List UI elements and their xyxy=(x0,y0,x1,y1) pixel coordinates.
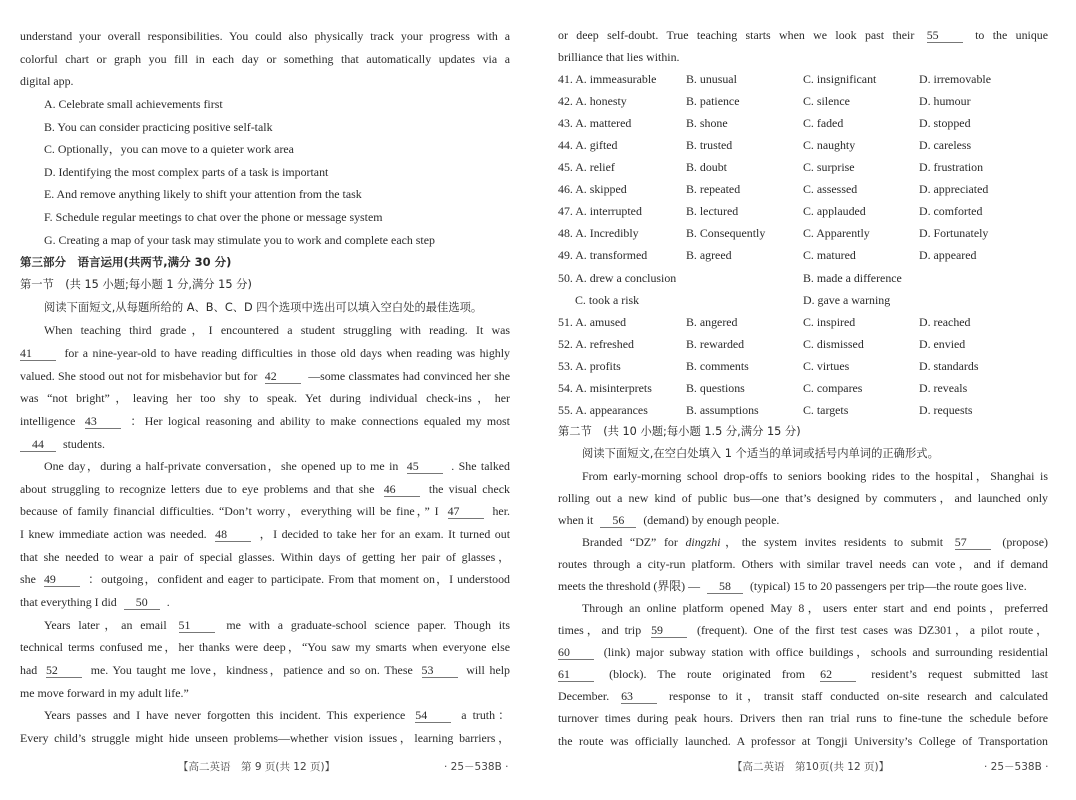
question-options-row xyxy=(558,311,1048,333)
text-segment: meets the threshold (界限) — xyxy=(558,579,700,594)
option-d: D. stopped xyxy=(919,116,971,131)
text-line xyxy=(558,487,1048,509)
text-segment: she xyxy=(20,572,36,587)
question-options-row xyxy=(558,68,1048,90)
text-segment: about struggling to recognize letters due to eye problems and that she xyxy=(20,481,375,496)
text-segment: routes through a city-run platform. Others with similar travel needs can vote，and if demand xyxy=(558,557,1048,572)
answer-blank-47: 47 xyxy=(448,505,484,519)
answer-blank-53: 53 xyxy=(422,664,458,678)
option-item: F. Schedule regular meetings to chat over the phone or message system xyxy=(44,210,383,225)
text-segment: rolling out a new kind of public bus—one that’s designed by commuters，and launched only xyxy=(558,490,1048,505)
answer-blank-61: 61 xyxy=(558,668,594,682)
option-a xyxy=(558,156,686,178)
text-segment: . xyxy=(166,595,170,610)
option-c: C. compares xyxy=(803,380,863,395)
text-line xyxy=(558,730,1048,752)
text-line xyxy=(558,531,1048,553)
text-segment: students. xyxy=(62,436,105,451)
option-text: A. interrupted xyxy=(575,204,642,219)
question-options-row xyxy=(558,244,1048,266)
text-line xyxy=(20,365,510,388)
answer-blank-54: 54 xyxy=(415,709,451,723)
text-segment: digital app. xyxy=(20,74,74,89)
question-number: 46. xyxy=(558,182,573,197)
option-text: A. drew a conclusion xyxy=(575,270,677,285)
answer-blank-55: 55 xyxy=(927,29,963,43)
question-number: 51. xyxy=(558,314,573,329)
text-segment: brilliance that lies within. xyxy=(558,50,680,65)
option-item: B. You can consider practicing positive self-talk xyxy=(44,119,273,134)
question-number: 53. xyxy=(558,358,573,373)
option-text: A. skipped xyxy=(575,182,627,197)
text-line xyxy=(20,25,510,48)
answer-blank-46: 46 xyxy=(384,483,420,497)
text-line xyxy=(20,48,510,71)
option-item: D. Identifying the most complex parts of a task is important xyxy=(44,164,329,179)
text-segment: —some classmates had convinced her she xyxy=(308,368,510,383)
question-number: 45. xyxy=(558,160,573,175)
option-a xyxy=(558,200,686,222)
text-segment: intelligence xyxy=(20,413,76,428)
option-d: D. appeared xyxy=(919,248,977,263)
text-line xyxy=(20,614,510,637)
text-segment: (link) major subway station with office buildings，schools and surrounding residential xyxy=(603,645,1048,660)
question-options-row xyxy=(558,156,1048,178)
answer-blank-45: 45 xyxy=(407,460,443,474)
text-line xyxy=(20,342,510,365)
question-number: 47. xyxy=(558,204,573,219)
right-page-code: · 25－538B · xyxy=(984,761,1049,773)
text-line xyxy=(20,70,510,93)
text-segment: (demand) by enough people. xyxy=(643,513,780,528)
option-d: D. comforted xyxy=(919,204,983,219)
text-line xyxy=(558,46,1048,68)
option-a xyxy=(558,244,686,266)
text-segment: understand your overall responsibilities. You could also physically track your progress with a xyxy=(20,29,510,43)
text-segment: (propose) xyxy=(1002,535,1048,550)
text-line xyxy=(20,659,510,682)
question-number: 54. xyxy=(558,380,573,395)
text-segment: her. xyxy=(492,504,510,519)
option-text: A. honesty xyxy=(575,94,627,109)
option-c: C. matured xyxy=(803,248,856,263)
option-a xyxy=(558,333,686,355)
question-options-row xyxy=(558,333,1048,355)
question-number: 43. xyxy=(558,116,573,131)
text-line xyxy=(20,387,510,410)
answer-blank-51: 51 xyxy=(179,619,215,633)
option-d: D. requests xyxy=(919,402,973,417)
option-b: B. patience xyxy=(686,94,740,109)
option-b: B. agreed xyxy=(686,248,732,263)
text-segment: I knew immediate action was needed. xyxy=(20,527,207,542)
answer-blank-48: 48 xyxy=(215,528,251,542)
text-segment: ，the system invites residents to submit xyxy=(720,535,944,550)
text-segment: was “not bright”，leaving her too shy to speak. Yet during individual check-ins，her xyxy=(20,391,510,406)
option-c: C. virtues xyxy=(803,358,850,373)
text-segment: Branded “DZ” for xyxy=(582,535,678,550)
italic-term: dingzhi xyxy=(685,535,721,550)
text-line xyxy=(20,682,510,705)
text-segment: had xyxy=(20,662,38,677)
option-c: C. surprise xyxy=(803,160,855,175)
left-page-footer: 【高二英语 第 9 页(共 12 页)】 xyxy=(178,761,336,773)
text-line xyxy=(20,500,510,523)
text-segment: Every child’s struggle might hide unseen problems—whether vision issues，learning barriers， xyxy=(20,730,510,745)
text-segment: valued. She stood out not for misbehavior but for xyxy=(20,368,258,383)
option-b: B. trusted xyxy=(686,138,733,153)
option-a xyxy=(558,399,686,421)
text-line xyxy=(20,704,510,727)
text-segment: turnover times during peak hours. Drivers then ran trial runs to fine-tune the schedule before xyxy=(558,711,1048,726)
option-text: A. amused xyxy=(575,314,627,329)
option-b: B. made a difference xyxy=(803,270,902,285)
text-segment: or deep self-doubt. True teaching starts when we look past their xyxy=(558,28,915,42)
answer-blank-44: 44 xyxy=(20,438,56,452)
question-options-row xyxy=(558,377,1048,399)
text-line xyxy=(20,455,510,478)
option-a xyxy=(558,134,686,156)
answer-blank-52: 52 xyxy=(46,664,82,678)
text-segment: that she needed to wear a pair of special glasses. Within days of getting her pair of glasses， xyxy=(20,549,510,564)
option-item: A. Celebrate small achievements first xyxy=(44,96,223,111)
option-d: D. reached xyxy=(919,314,971,329)
answer-blank-49: 49 xyxy=(44,573,80,587)
option-a xyxy=(558,355,686,377)
option-text: A. refreshed xyxy=(575,336,634,351)
text-segment: a truth： xyxy=(461,708,510,723)
text-segment: Years later，an email xyxy=(44,617,167,632)
left-page-code: · 25－538B · xyxy=(444,761,509,773)
text-segment: the route was officially launched. A professor at Tongji University’s College of Transportation xyxy=(558,733,1048,748)
text-line xyxy=(20,568,510,591)
option-text: A. misinterprets xyxy=(575,380,652,395)
option-item: E. And remove anything likely to shift your attention from the task xyxy=(44,187,362,202)
text-segment: ，I decided to take her for an exam. It turned out xyxy=(259,527,510,542)
text-segment: will help xyxy=(466,662,510,677)
question-number: 41. xyxy=(558,72,573,87)
section-heading: 第一节 (共 15 小题;每小题 1 分,满分 15 分) xyxy=(20,278,252,292)
option-d: D. careless xyxy=(919,138,972,153)
option-d: D. Fortunately xyxy=(919,226,989,241)
option-text: A. appearances xyxy=(575,402,648,417)
question-options-row xyxy=(558,222,1048,244)
option-text: A. mattered xyxy=(575,116,632,131)
option-a xyxy=(558,311,686,333)
option-b: B. angered xyxy=(686,314,738,329)
option-c: C. Apparently xyxy=(803,226,870,241)
text-segment: Years passes and I have never forgotten this incident. This experience xyxy=(44,708,406,723)
option-text: A. profits xyxy=(575,358,621,373)
question-number: 44. xyxy=(558,138,573,153)
text-segment: response to it，transit staff conducted on-site research and calculated xyxy=(668,689,1048,704)
option-b: B. shone xyxy=(686,116,728,131)
option-b: B. questions xyxy=(686,380,745,395)
text-line xyxy=(20,591,510,614)
option-item: C. Optionally，you can move to a quieter work area xyxy=(44,142,294,157)
answer-blank-63: 63 xyxy=(621,690,657,704)
text-line xyxy=(558,685,1048,707)
part-heading: 第三部分 语言运用(共两节,满分 30 分) xyxy=(20,255,232,270)
answer-blank-50: 50 xyxy=(124,596,160,610)
text-line xyxy=(558,597,1048,619)
text-segment: times，and trip xyxy=(558,623,642,638)
option-item: G. Creating a map of your task may stimulate you to work and complete each step xyxy=(44,232,435,247)
text-segment: technical terms confused me，her thanks were deep，“You saw my smarts when everyone else xyxy=(20,640,510,655)
text-segment: the visual check xyxy=(428,481,510,496)
answer-blank-56: 56 xyxy=(600,514,636,528)
option-d: D. reveals xyxy=(919,380,968,395)
text-line xyxy=(20,478,510,501)
text-line xyxy=(558,465,1048,487)
text-line xyxy=(20,319,510,342)
text-line xyxy=(558,663,1048,685)
question-options-row xyxy=(558,178,1048,200)
text-line xyxy=(20,433,510,456)
option-a xyxy=(558,178,686,200)
answer-blank-43: 43 xyxy=(85,415,121,429)
option-text: A. Incredibly xyxy=(575,226,639,241)
option-a xyxy=(558,68,686,90)
option-d: D. gave a warning xyxy=(803,292,891,307)
question-options-row xyxy=(558,399,1048,421)
option-c: C. inspired xyxy=(803,314,856,329)
option-b: B. lectured xyxy=(686,204,739,219)
option-b: B. repeated xyxy=(686,182,741,197)
text-segment: (block). The route originated from xyxy=(609,667,805,682)
text-line xyxy=(558,575,1048,597)
answer-blank-60: 60 xyxy=(558,646,594,660)
question-number: 49. xyxy=(558,248,573,263)
right-page-column xyxy=(558,24,1048,752)
option-c: C. silence xyxy=(803,94,850,109)
question-options-row xyxy=(558,90,1048,112)
option-a xyxy=(558,112,686,134)
option-b: B. comments xyxy=(686,358,749,373)
text-segment: (typical) 15 to 20 passengers per trip—the route goes live. xyxy=(749,579,1027,594)
question-options-row xyxy=(558,267,1048,289)
question-options-row xyxy=(558,355,1048,377)
text-line xyxy=(558,24,1048,46)
text-segment: when it xyxy=(558,513,594,528)
option-c: C. targets xyxy=(803,402,849,417)
option-b: B. assumptions xyxy=(686,402,759,417)
option-text: A. relief xyxy=(575,160,615,175)
text-segment: ：outgoing，confident and eager to participate. From that moment on，I understood xyxy=(88,572,510,587)
option-c: C. applauded xyxy=(803,204,866,219)
option-d: D. humour xyxy=(919,94,971,109)
answer-blank-59: 59 xyxy=(651,624,687,638)
text-line xyxy=(20,636,510,659)
text-segment: me with a graduate-school science paper. Though its xyxy=(226,617,510,632)
text-line xyxy=(558,509,1048,531)
option-d: D. standards xyxy=(919,358,979,373)
text-segment: Through an online platform opened May 8，users enter start and end points，preferred xyxy=(582,601,1048,616)
text-segment: me move forward in my adult life.” xyxy=(20,685,189,700)
section-heading: 第二节 (共 10 小题;每小题 1.5 分,满分 15 分) xyxy=(558,424,801,438)
question-number: 42. xyxy=(558,94,573,109)
text-line xyxy=(20,546,510,569)
option-a xyxy=(558,222,686,244)
text-line xyxy=(20,410,510,433)
question-options-row xyxy=(558,134,1048,156)
text-line xyxy=(20,523,510,546)
option-b: B. unusual xyxy=(686,72,737,87)
question-options-row xyxy=(558,289,1048,311)
option-text: A. gifted xyxy=(575,138,618,153)
option-a xyxy=(558,377,686,399)
text-segment: because of family financial difficulties. “Don’t worry，everything will be fine，” I xyxy=(20,504,439,519)
question-options-row xyxy=(558,200,1048,222)
question-number: 52. xyxy=(558,336,573,351)
option-d: D. envied xyxy=(919,336,966,351)
answer-blank-62: 62 xyxy=(820,668,856,682)
option-a xyxy=(558,90,686,112)
text-segment: When teaching third grade，I encountered a student struggling with reading. It was xyxy=(44,323,510,338)
question-number: 50. xyxy=(558,270,573,285)
option-c: C. faded xyxy=(803,116,844,131)
section-instruction: 阅读下面短文,从每题所给的 A、B、C、D 四个选项中选出可以填入空白处的最佳选项。 xyxy=(44,300,483,314)
text-segment: colorful chart or graph you fill in each day or something that automatically updates via a xyxy=(20,51,510,66)
question-number: 48. xyxy=(558,226,573,241)
option-b: B. doubt xyxy=(686,160,727,175)
text-line xyxy=(558,641,1048,663)
option-b: B. Consequently xyxy=(686,226,766,241)
question-options-row xyxy=(558,112,1048,134)
option-b: B. rewarded xyxy=(686,336,745,351)
option-a xyxy=(558,267,803,289)
option-d: D. irremovable xyxy=(919,72,991,87)
option-d: D. frustration xyxy=(919,160,984,175)
text-segment: for a nine-year-old to have reading difficulties in those old days when reading was highly xyxy=(64,345,510,360)
text-line xyxy=(558,553,1048,575)
text-segment: resident’s request submitted last xyxy=(871,667,1048,682)
text-segment: December. xyxy=(558,689,610,704)
text-segment: that everything I did xyxy=(20,595,117,610)
option-c: C. dismissed xyxy=(803,336,864,351)
answer-blank-58: 58 xyxy=(707,580,743,594)
option-d: D. appreciated xyxy=(919,182,989,197)
answer-blank-57: 57 xyxy=(955,536,991,550)
section-instruction: 阅读下面短文,在空白处填入 1 个适当的单词或括号内单词的正确形式。 xyxy=(582,446,939,460)
option-text: A. transformed xyxy=(575,248,648,263)
text-segment: to the unique xyxy=(975,28,1048,42)
left-page-column xyxy=(20,25,510,750)
text-line xyxy=(558,707,1048,729)
text-segment: (frequent). One of the first test cases was DZ301，a pilot route， xyxy=(697,623,1048,638)
option-c: C. insignificant xyxy=(803,72,877,87)
text-segment: . She talked xyxy=(451,459,510,474)
text-line xyxy=(20,727,510,750)
option-c: C. took a risk xyxy=(575,292,640,307)
text-segment: One day，during a half-private conversation，she opened up to me in xyxy=(44,459,399,474)
text-segment: From early-morning school drop-offs to seniors booking rides to the hospital，Shanghai is xyxy=(582,468,1048,483)
text-segment: me. You taught me love，kindness，patience and so on. These xyxy=(90,662,413,677)
answer-blank-41: 41 xyxy=(20,347,56,361)
question-number: 55. xyxy=(558,402,573,417)
option-c: C. assessed xyxy=(803,182,858,197)
answer-blank-42: 42 xyxy=(265,370,301,384)
option-text: A. immeasurable xyxy=(575,72,657,87)
right-page-footer: 【高二英语 第10页(共 12 页)】 xyxy=(732,761,890,773)
text-line xyxy=(558,619,1048,641)
option-c: C. naughty xyxy=(803,138,856,153)
text-segment: ：Her logical reasoning and ability to make connections equaled my most xyxy=(130,413,510,428)
